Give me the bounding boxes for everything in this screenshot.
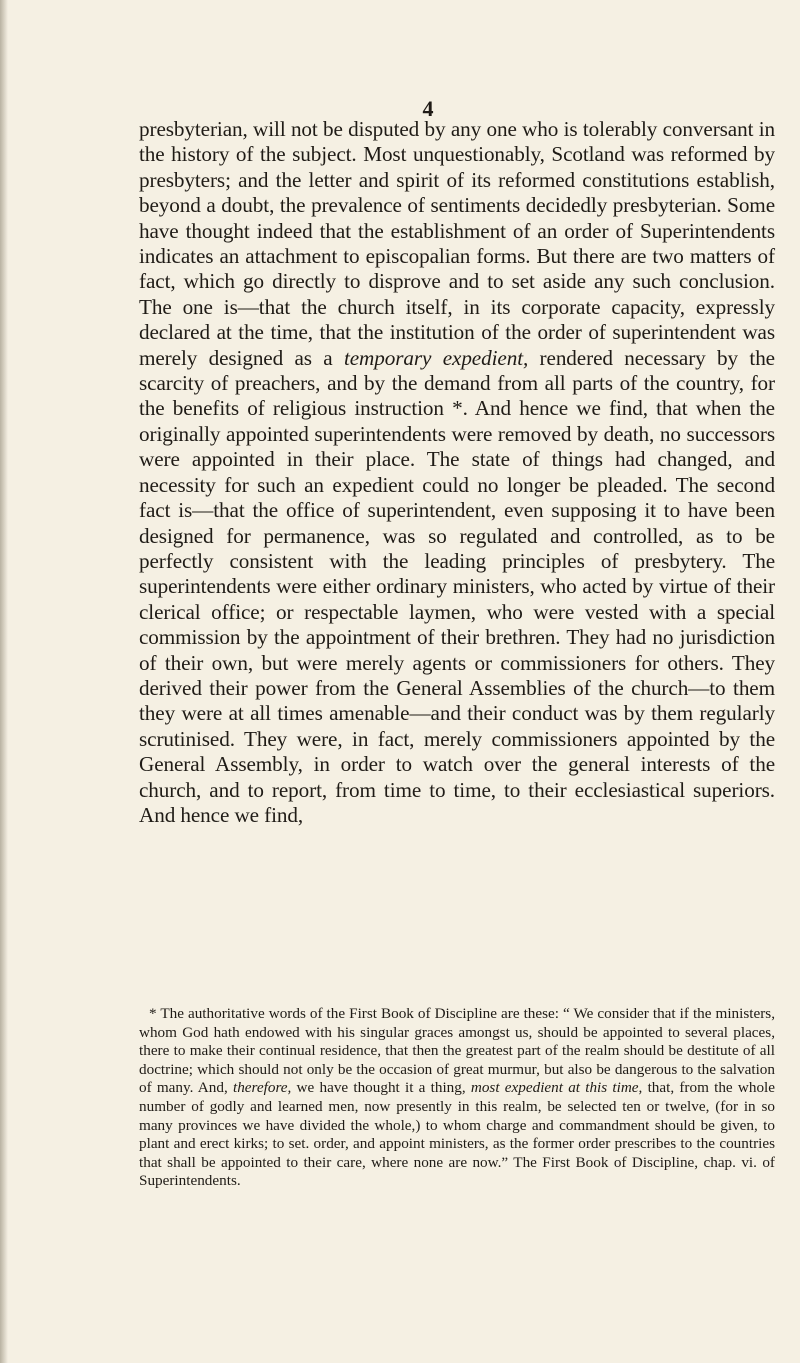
footnote: [139, 1005, 775, 1191]
main-paragraph: [139, 117, 775, 828]
footnote-italic-1: therefore,: [232, 1079, 292, 1097]
binding-shadow: [0, 0, 8, 1363]
main-text-part-1: presbyterian, will not be disputed by any one who is tolerably conversant in the history of the subject. Most unquestionably, Scotland was reformed by presbyters; and the letter and spirit of its reformed constitutions establish, beyond a doubt, the prevalence of sentiments decidedly presbyterian. Some have thought indeed that the establishment of an order of Superintendents indicates an attachment to episcopalian forms. But there are two matters of fact, which go directly to disprove and to set aside any such conclusion. The one is—that the church itself, in its corporate capacity, expressly declared at the time, that the institution of the order of superintendent was merely designed as a: [139, 117, 775, 370]
page-number: 4: [422, 96, 434, 121]
footnote-text-part-3: that, from the whole number of godly and learned men, now presently in this realm, be selected ten or twelve, (for in so many provinces we have divided the whole,) to whom charge and commandment should be given, to plant and erect kirks; to set. order, and appoint ministers, as the former order prescribes to the countries that shall be appointed to their care, where none are now.” The First Book of Discipline, chap. vi. of Superintendents.: [139, 1079, 775, 1190]
footnote-text-part-2: we have thought it a thing,: [291, 1079, 471, 1097]
footnote-text-part-1: * The authoritative words of the First Book of Discipline are these: “ We consider that if the ministers, whom God hath endowed with his singular graces amongst us, should be appointed to several places, there to make their continual residence, that then the greatest part of the realm should be destitute of all doctrine; which should not only be the occasion of great murmur, but also be dangerous to the salvation of many. And,: [139, 1005, 775, 1097]
main-text-italic: temporary expedient,: [343, 345, 529, 370]
main-text-part-2: rendered necessary by the scarcity of preachers, and by the demand from all parts of the country, for the benefits of religious instruction *. And hence we find, that when the originally appointed superintendents were removed by death, no successors were appointed in their place. The state of things had changed, and necessity for such an expedient could no longer be pleaded. The second fact is—that the office of superintendent, even supposing it to have been designed for permanence, was so regulated and controlled, as to be perfectly consistent with the leading principles of presbytery. The superintendents were either ordinary ministers, who acted by virtue of their clerical office; or respectable laymen, who were vested with a special commission by the appointment of their brethren. They had no jurisdiction of their own, but were merely agents or commissioners for others. They derived their power from the General Assemblies of the church—to them they were at all times amenable—and their conduct was by them regularly scrutinised. They were, in fact, merely commissioners appointed by the General Assembly, in order to watch over the general interests of the church, and to report, from time to time, to their ecclesiastical superiors. And hence we find,: [139, 345, 775, 827]
footnote-italic-2: most expedient at this time,: [470, 1079, 643, 1097]
